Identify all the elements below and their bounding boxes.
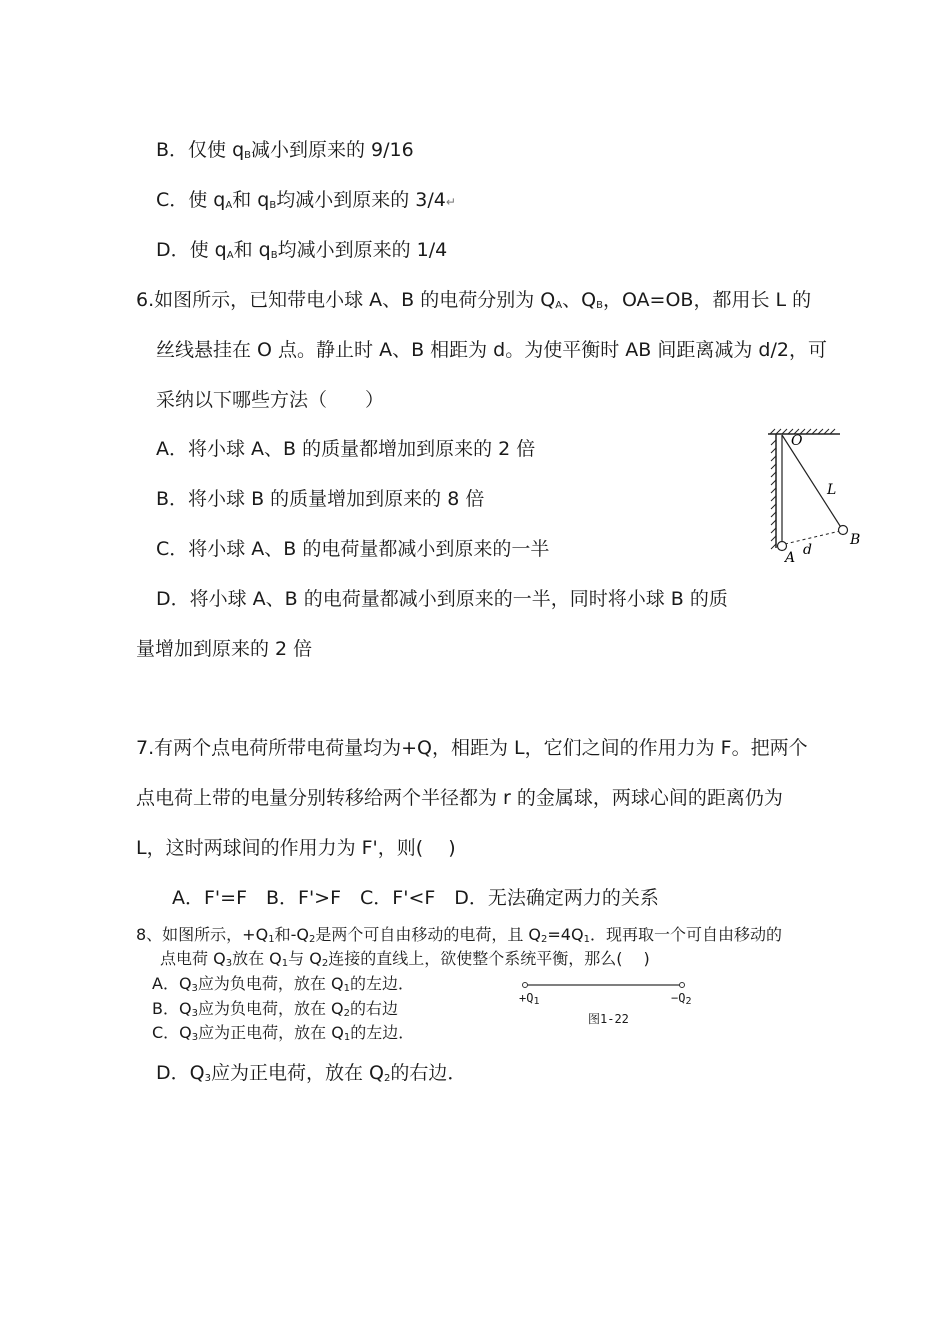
q7-stem-line2: 点电荷上带的电量分别转移给两个半径都为 r 的金属球，两球心间的距离仍为 <box>136 787 783 809</box>
q6-option-d: D．将小球 A、B 的电荷量都减小到原来的一半，同时将小球 B 的质 <box>156 588 728 610</box>
q7-stem-line3: L，这时两球间的作用力为 F'，则( ) <box>136 837 456 859</box>
pendulum-figure <box>760 426 870 566</box>
q5-option-b: B．仅使 $q_B$减小到原来的 9/16 <box>156 139 414 161</box>
q6-option-d-continued: 量增加到原来的 2 倍 <box>136 638 313 660</box>
ball-b <box>839 526 848 535</box>
q8-option-b: B．$Q_3$应为负电荷，放在 $Q_2$的右边 <box>152 999 399 1019</box>
q6-stem-line1: 6.如图所示，已知带电小球 A、B 的电荷分别为 $Q_A$、$Q_B$，OA=OB，都用长 L 的 <box>136 289 812 311</box>
q8-option-a: A．$Q_3$应为负电荷，放在 $Q_1$的左边． <box>152 974 414 994</box>
label-l: L <box>827 482 837 498</box>
label-b: B <box>850 532 861 548</box>
paragraph-mark-icon: ↵ <box>445 195 456 209</box>
pendulum-diagram <box>760 426 870 566</box>
label-plus-q1: $+Q_1$ <box>519 991 540 1007</box>
label-minus-q2: $-Q_2$ <box>671 991 692 1007</box>
label-a: A <box>785 550 796 566</box>
q6-option-b: B．将小球 B 的质量增加到原来的 8 倍 <box>156 488 485 510</box>
q8-option-c: C．$Q_3$应为正电荷，放在 $Q_1$的左边． <box>152 1023 415 1043</box>
q5-option-c: C．使 $q_A$和 $q_B$均减小到原来的 3/4↵ <box>156 189 456 211</box>
q6-stem-line2: 丝线悬挂在 O 点。静止时 A、B 相距为 d。为使平衡时 AB 间距离减为 d/2，可 <box>156 339 827 361</box>
q6-option-a: A．将小球 A、B 的质量都增加到原来的 2 倍 <box>156 438 536 460</box>
q6-stem-line3: 采纳以下哪些方法（ ） <box>156 389 385 411</box>
figure-caption: 图1-22 <box>588 1012 629 1026</box>
q5-option-d: D．使 $q_A$和 $q_B$均减小到原来的 1/4 <box>156 239 448 261</box>
q8-option-d: D．$Q_3$应为正电荷，放在 $Q_2$的右边． <box>156 1062 467 1084</box>
q6-option-c: C．将小球 A、B 的电荷量都减小到原来的一半 <box>156 538 550 560</box>
charges-figure <box>516 978 701 1033</box>
q7-stem-line1: 7.有两个点电荷所带电荷量均为+Q，相距为 L，它们之间的作用力为 F。把两个 <box>136 737 808 759</box>
q8-stem-line2: 点电荷 $Q_3$放在 $Q_1$与 $Q_2$连接的直线上，欲使整个系统平衡，那么( ) <box>160 949 650 969</box>
q8-stem-line1: 8、如图所示，$+Q_1$和$-Q_2$是两个可自由移动的电荷，且 $Q_2=4Q_1$．现再取一个可自由移动的 <box>136 925 782 945</box>
charge-q2-dot <box>680 983 685 988</box>
label-o: O <box>791 433 803 449</box>
q7-options: A．F'=F B．F'>F C．F'<F D．无法确定两力的关系 <box>172 887 659 909</box>
charge-q1-dot <box>523 983 528 988</box>
label-d: d <box>803 542 812 558</box>
